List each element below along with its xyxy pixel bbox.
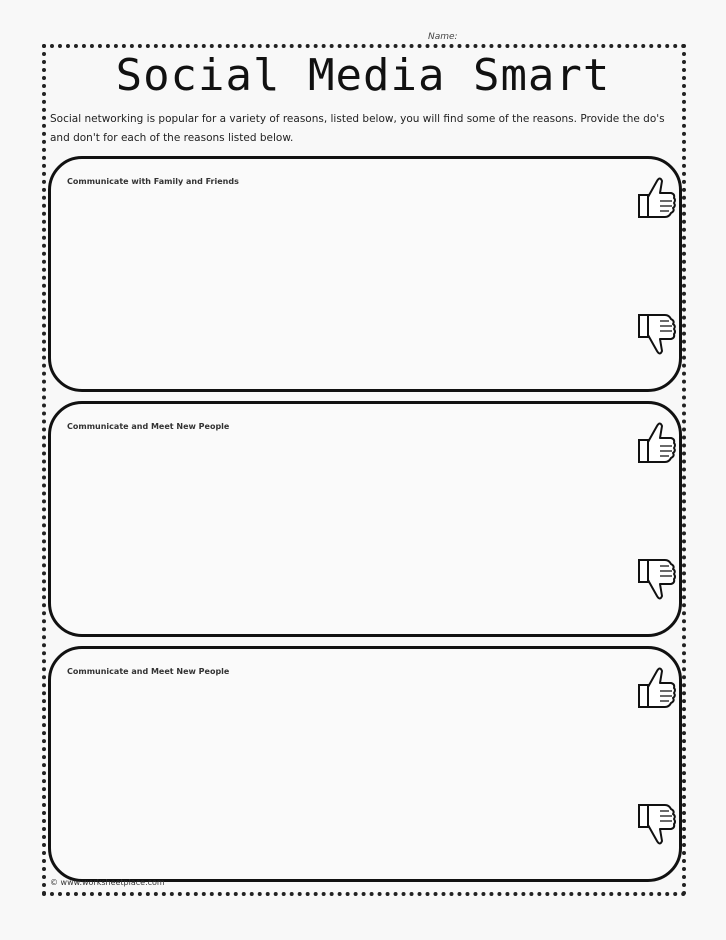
instructions-text: Social networking is popular for a variety of reasons, listed below, you will find some of the reasons. Provide the do's and don't for each of the reasons listed below.: [50, 113, 665, 144]
section-label: Communicate with Family and Friends: [67, 177, 239, 186]
thumbs-down-icon: [633, 309, 679, 359]
section-label: Communicate and Meet New People: [67, 667, 230, 676]
section-label: Communicate and Meet New People: [67, 422, 230, 431]
copyright-footer: © www.worksheetplace.com: [50, 878, 165, 887]
section-box-3[interactable]: [48, 646, 682, 882]
thumbs-up-icon: [633, 418, 679, 468]
thumbs-down-icon: [633, 799, 679, 849]
section-box-1[interactable]: [48, 156, 682, 392]
name-label: Name:: [428, 32, 458, 42]
thumbs-down-icon: [633, 554, 679, 604]
thumbs-up-icon: [633, 173, 679, 223]
thumbs-up-icon: [633, 663, 679, 713]
section-box-2[interactable]: [48, 401, 682, 637]
worksheet-title: Social Media Smart: [115, 50, 611, 101]
